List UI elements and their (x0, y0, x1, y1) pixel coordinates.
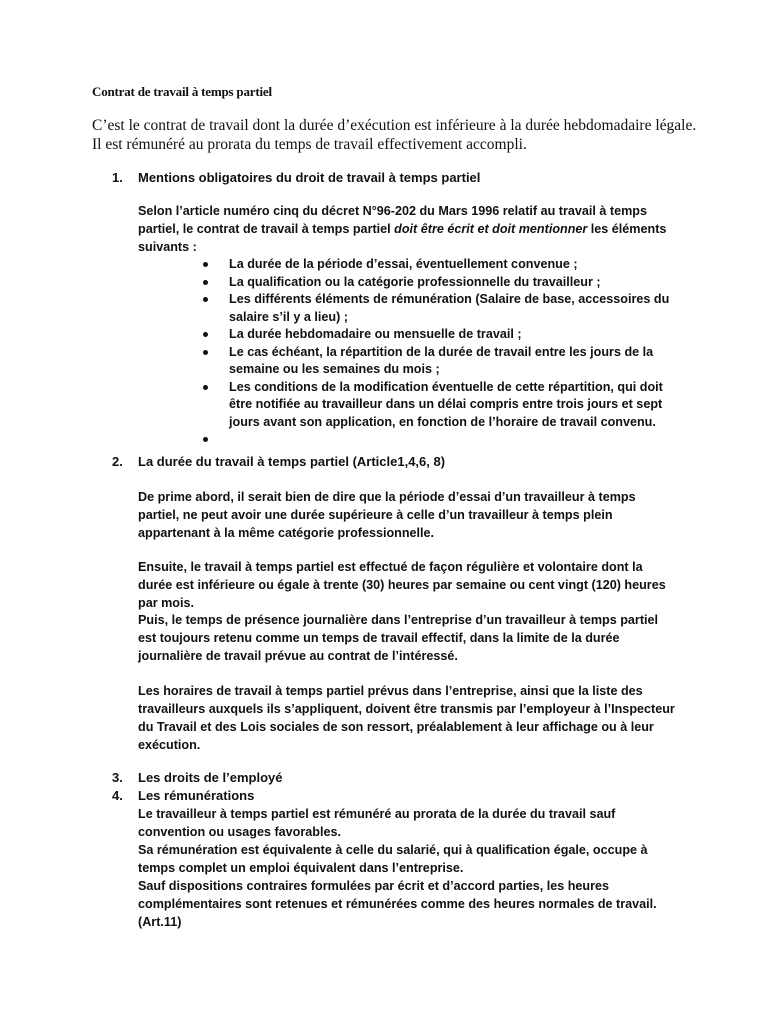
list-item (200, 291, 680, 326)
list-item-text: La durée hebdomadaire ou mensuelle de travail ; (229, 327, 522, 341)
section-number: 3. (112, 770, 123, 785)
section-4-heading (112, 787, 254, 805)
empty-list-item (200, 431, 680, 449)
list-item (200, 256, 680, 274)
obligatory-mentions-list (200, 256, 680, 449)
section-4-paragraph: Le travailleur à temps partiel est rémunéré au prorata de la durée du travail sauf convention ou usages favorables. (138, 807, 616, 839)
bullet-icon (203, 350, 208, 355)
section-number: 1. (112, 170, 123, 185)
bullet-icon (203, 332, 208, 337)
section-2-paragraph: De prime abord, il serait bien de dire que la période d’essai d’un travailleur à temps partiel, ne peut avoir une durée supérieure à celle d’un travailleur à temps plein appartenant à la même catégorie professionnelle. (138, 490, 636, 540)
section-title: Les rémunérations (138, 788, 255, 803)
list-item-text: La durée de la période d’essai, éventuellement convenue ; (229, 257, 578, 271)
bullet-icon (203, 297, 208, 302)
list-item (200, 326, 680, 344)
list-item-text: Les différents éléments de rémunération (Salaire de base, accessoires du salaire s’il y a lieu) ; (229, 292, 670, 324)
bullet-icon (203, 262, 208, 267)
list-item (200, 379, 680, 432)
section-2-paragraph: Ensuite, le travail à temps partiel est effectué de façon régulière et volontaire dont la durée est inférieure ou égale à trente (30) heures par semaine ou cent vingt (120) heures par mois. (138, 560, 666, 610)
section-title: Les droits de l’employé (138, 770, 283, 785)
section-title: Mentions obligatoires du droit de travail à temps partiel (138, 170, 481, 185)
section-1-paragraph (138, 202, 678, 256)
paragraph-emphasis: doit être écrit et doit mentionner (394, 222, 588, 236)
list-item-text: Le cas échéant, la répartition de la durée de travail entre les jours de la semaine ou les semaines du mois ; (229, 344, 654, 376)
paragraph-text: les éléments suivants : (138, 222, 667, 254)
section-2-heading (112, 453, 445, 471)
paragraph-text: Selon l’article numéro cinq du décret N°96-202 du Mars 1996 relatif au travail à temps partiel, le contrat de travail à temps partiel (138, 204, 647, 236)
document-title: Contrat de travail à temps partiel (92, 84, 272, 99)
section-2-paragraph: Puis, le temps de présence journalière dans l’entreprise d’un travailleur à temps partiel est toujours retenu comme un temps de travail effectif, dans la limite de la durée journalière de travail prévue au contrat de l’intéressé. (138, 613, 659, 663)
section-title: La durée du travail à temps partiel (Article1,4,6, 8) (138, 454, 446, 469)
section-1-heading (112, 169, 480, 187)
list-item (200, 274, 680, 292)
list-item (200, 344, 680, 379)
bullet-icon (203, 280, 208, 285)
bullet-icon (203, 385, 208, 390)
section-4-paragraph: Sauf dispositions contraires formulées par écrit et d’accord parties, les heures complémentaires sont retenues et rémunérées comme des heures normales de travail. (Art.11) (138, 879, 657, 929)
section-4-paragraph: Sa rémunération est équivalente à celle du salarié, qui à qualification égale, occupe à temps complet un emploi équivalent dans l’entreprise. (138, 843, 648, 875)
list-item-text: La qualification ou la catégorie professionnelle du travailleur ; (229, 274, 601, 289)
section-3-heading (112, 769, 283, 787)
intro-paragraph: C’est le contrat de travail dont la durée d’exécution est inférieure à la durée hebdomadaire légale. Il est rémunéré au prorata du temps de travail effectivement accompli. (92, 117, 697, 153)
section-number: 4. (112, 788, 123, 803)
bullet-icon (203, 437, 208, 442)
section-number: 2. (112, 454, 123, 469)
section-2-paragraph: Les horaires de travail à temps partiel prévus dans l’entreprise, ainsi que la liste des travailleurs auxquels ils s’appliquent, doivent être transmis par l’employeur à l’Inspecteur du Travail et des Lois sociales de son ressort, préalablement à leur affichage ou à leur exécution. (138, 684, 675, 752)
list-item-text: Les conditions de la modification éventuelle de cette répartition, qui doit être notifiée au travailleur dans un délai compris entre trois jours et sept jours avant son application, en fonction de l’horaire de travail convenu. (229, 379, 663, 429)
